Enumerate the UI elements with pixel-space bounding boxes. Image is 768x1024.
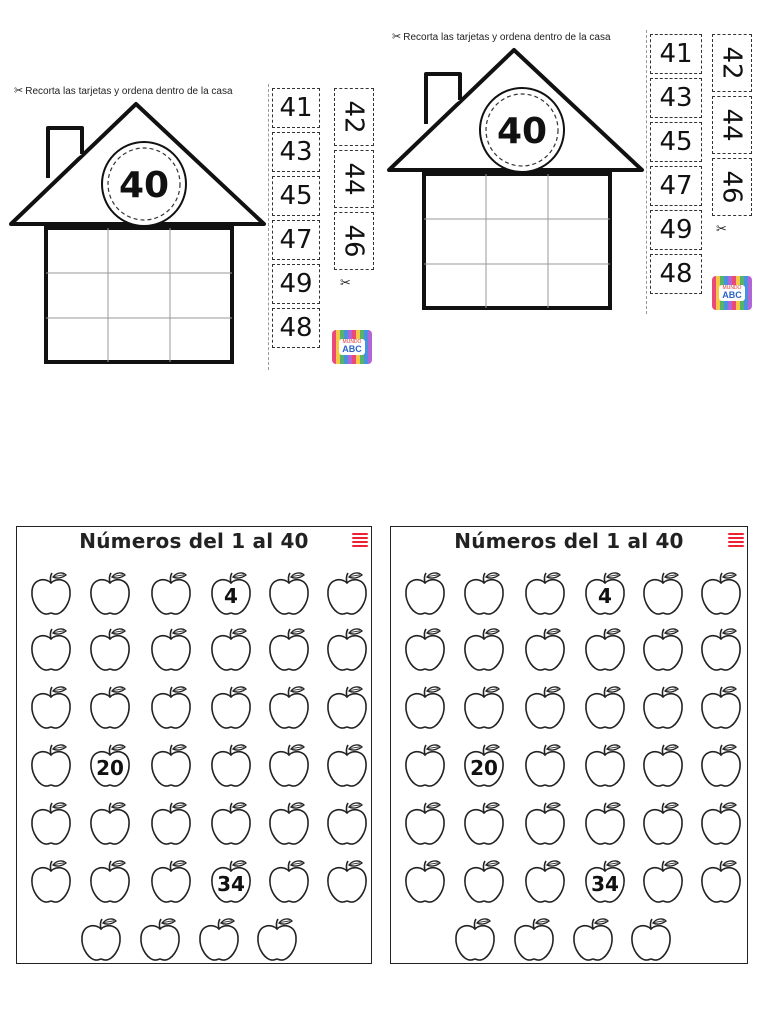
house-drawing bbox=[8, 98, 270, 370]
apple-number: 34 bbox=[591, 872, 619, 896]
apple-icon bbox=[639, 741, 687, 789]
scissors-icon: ✂ bbox=[716, 222, 727, 237]
apple-number: 34 bbox=[217, 872, 245, 896]
apple-icon bbox=[207, 569, 255, 617]
number-card: 45 bbox=[272, 176, 320, 216]
worksheet-title: Números del 1 al 40 bbox=[79, 529, 309, 553]
number-card-rotated: 44 bbox=[334, 150, 374, 208]
apple-icon bbox=[521, 799, 569, 847]
apple-icon bbox=[697, 683, 745, 731]
apple-icon bbox=[581, 857, 629, 905]
apple-icon bbox=[86, 799, 134, 847]
flag-icon bbox=[728, 533, 744, 549]
number-card: 48 bbox=[650, 254, 702, 294]
apple-icon bbox=[581, 741, 629, 789]
house-worksheet-right bbox=[386, 30, 760, 314]
house-drawing bbox=[386, 44, 648, 316]
apple-icon bbox=[627, 915, 675, 963]
worksheet-title: Números del 1 al 40 bbox=[454, 529, 684, 553]
apple-icon bbox=[147, 857, 195, 905]
apple-icon bbox=[401, 799, 449, 847]
apple-icon bbox=[521, 625, 569, 673]
apple-icon bbox=[323, 569, 371, 617]
apple-icon bbox=[86, 683, 134, 731]
apple-icon bbox=[639, 683, 687, 731]
apple-icon bbox=[697, 857, 745, 905]
apple-icon bbox=[521, 857, 569, 905]
apple-icon bbox=[451, 915, 499, 963]
number-card: 43 bbox=[650, 78, 702, 118]
apple-icon bbox=[460, 799, 508, 847]
apple-icon bbox=[581, 625, 629, 673]
apple-icon bbox=[323, 683, 371, 731]
apple-icon bbox=[265, 569, 313, 617]
apple-icon bbox=[639, 625, 687, 673]
apple-icon bbox=[639, 569, 687, 617]
house-number: 40 bbox=[496, 111, 548, 152]
apple-number: 20 bbox=[470, 756, 498, 780]
apple-icon bbox=[697, 799, 745, 847]
number-card: 47 bbox=[650, 166, 702, 206]
number-card: 49 bbox=[272, 264, 320, 304]
mundo-abc-logo: MUNDO ABC bbox=[712, 276, 752, 310]
apple-icon bbox=[581, 799, 629, 847]
apple-icon bbox=[401, 683, 449, 731]
apple-icon bbox=[521, 683, 569, 731]
number-card: 43 bbox=[272, 132, 320, 172]
apple-icon bbox=[697, 569, 745, 617]
apple-icon bbox=[265, 683, 313, 731]
apple-icon bbox=[27, 857, 75, 905]
apple-icon bbox=[86, 569, 134, 617]
apple-icon bbox=[86, 857, 134, 905]
number-card-rotated: 46 bbox=[334, 212, 374, 270]
apple-worksheet-right bbox=[390, 526, 748, 964]
apple-icon bbox=[136, 915, 184, 963]
scissors-icon: ✂ bbox=[340, 276, 351, 291]
apple-icon bbox=[581, 683, 629, 731]
apple-icon bbox=[207, 683, 255, 731]
apple-icon bbox=[401, 625, 449, 673]
apple-icon bbox=[27, 625, 75, 673]
apple-icon bbox=[195, 915, 243, 963]
apple-icon bbox=[27, 741, 75, 789]
apple-number: 4 bbox=[224, 584, 238, 608]
number-card-rotated: 42 bbox=[712, 34, 752, 92]
mundo-abc-logo: MUNDO ABC bbox=[332, 330, 372, 364]
apple-icon bbox=[639, 799, 687, 847]
apple-icon bbox=[147, 569, 195, 617]
apple-worksheet-left bbox=[16, 526, 372, 964]
apple-icon bbox=[147, 625, 195, 673]
cut-line bbox=[646, 30, 647, 314]
apple-icon bbox=[147, 683, 195, 731]
instruction-text: ✂ Recorta las tarjetas y ordena dentro de la casa bbox=[14, 85, 233, 97]
apple-icon bbox=[27, 799, 75, 847]
apple-icon bbox=[86, 625, 134, 673]
apple-icon bbox=[27, 569, 75, 617]
apple-icon bbox=[207, 857, 255, 905]
apple-icon bbox=[460, 857, 508, 905]
apple-icon bbox=[401, 741, 449, 789]
flag-icon bbox=[352, 533, 368, 549]
apple-icon bbox=[510, 915, 558, 963]
apple-icon bbox=[460, 625, 508, 673]
apple-icon bbox=[323, 799, 371, 847]
number-card: 41 bbox=[272, 88, 320, 128]
number-card-rotated: 46 bbox=[712, 158, 752, 216]
apple-icon bbox=[460, 741, 508, 789]
instruction-text: ✂ Recorta las tarjetas y ordena dentro de la casa bbox=[392, 31, 611, 43]
apple-icon bbox=[521, 741, 569, 789]
number-card-rotated: 42 bbox=[334, 88, 374, 146]
house-worksheet-left bbox=[8, 84, 380, 370]
apple-icon bbox=[521, 569, 569, 617]
apple-icon bbox=[265, 799, 313, 847]
apple-number: 4 bbox=[598, 584, 612, 608]
apple-icon bbox=[77, 915, 125, 963]
apple-icon bbox=[147, 799, 195, 847]
apple-icon bbox=[569, 915, 617, 963]
apple-icon bbox=[401, 569, 449, 617]
apple-icon bbox=[27, 683, 75, 731]
house-number: 40 bbox=[118, 165, 170, 206]
apple-icon bbox=[265, 857, 313, 905]
apple-number: 20 bbox=[96, 756, 124, 780]
number-card: 45 bbox=[650, 122, 702, 162]
cut-line bbox=[268, 84, 269, 370]
number-card: 41 bbox=[650, 34, 702, 74]
apple-icon bbox=[581, 569, 629, 617]
number-card: 49 bbox=[650, 210, 702, 250]
apple-icon bbox=[253, 915, 301, 963]
apple-icon bbox=[460, 569, 508, 617]
number-card: 48 bbox=[272, 308, 320, 348]
apple-icon bbox=[697, 741, 745, 789]
apple-icon bbox=[265, 741, 313, 789]
number-card: 47 bbox=[272, 220, 320, 260]
apple-icon bbox=[401, 857, 449, 905]
scissors-icon: ✂ bbox=[392, 31, 402, 43]
apple-icon bbox=[323, 625, 371, 673]
apple-icon bbox=[147, 741, 195, 789]
apple-icon bbox=[207, 799, 255, 847]
apple-icon bbox=[460, 683, 508, 731]
apple-icon bbox=[207, 625, 255, 673]
apple-icon bbox=[697, 625, 745, 673]
number-card-rotated: 44 bbox=[712, 96, 752, 154]
apple-icon bbox=[265, 625, 313, 673]
scissors-icon: ✂ bbox=[14, 85, 24, 97]
apple-icon bbox=[207, 741, 255, 789]
apple-icon bbox=[86, 741, 134, 789]
apple-icon bbox=[323, 741, 371, 789]
apple-icon bbox=[323, 857, 371, 905]
apple-icon bbox=[639, 857, 687, 905]
